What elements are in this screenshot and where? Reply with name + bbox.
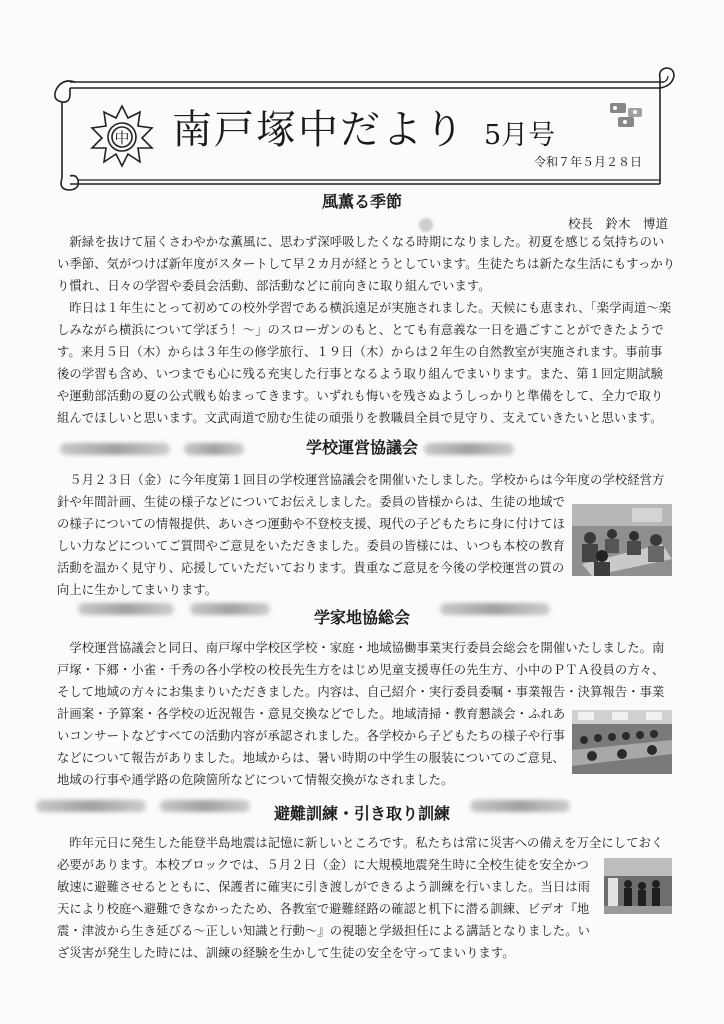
section-heading-greeting: 風薫る季節 [321,192,402,211]
cherry-blossom-icon [606,100,652,132]
paragraph-line: 必要があります。本校ブロックでは、５月２日（金）に大規模地震発生時に全校生徒を安全かつ [57,858,589,872]
community-meeting-photo [572,710,672,774]
issue-label: 5月号 [484,120,556,151]
paragraph-line: 活動を温かく見守り、応援していただいております。貴重なご意見を今後の学校運営の質の [57,561,565,575]
paragraph-line: いコンサートなどすべての活動内容が承認されました。各学校から子どもたちの様子や行事 [57,729,566,743]
paragraph-line: そして地域の方々にお集まりいただきました。内容は、自己紹介・実行委員委嘱・事業報告・決算報告・事業 [57,685,665,699]
paragraph-line: 学校運営協議会と同日、南戸塚中学校区学校・家庭・地域協働事業実行委員会総会を開催いたしました。南 [57,641,665,655]
author-line: 校長 鈴木 博道 [568,216,669,231]
paragraph-line: 昨日は１年生にとって初めての校外学習である横浜遠足が実施されました。天候にも恵まれ、「楽学両道～楽 [57,301,672,315]
paragraph-line: 地域の行事や通学路の危険箇所などについて情報交換がなされました。 [57,773,454,787]
paragraph-line: 震・津波から生き延びる～正しい知識と行動～』の視聴と学級担任による講話となりました。い [57,924,591,938]
paragraph-line: や運動部活動の夏の公式戦も始まってきます。いずれも悔いを残さぬようしっかりと準備をして、全力で取り [57,389,664,403]
issue-date: 令和７年５月２８日 [534,155,643,169]
paragraph-line: などについて報告がありました。地域からは、暑い時期の中学生の服装についてのご意見、 [57,751,565,765]
school-emblem-icon [88,102,156,170]
paragraph-line: ざ災害が発生した時には、訓練の経験を生かして生徒の安全を守ってまいります。 [57,946,515,960]
paragraph-line: 後の学習も含め、いつまでも心に残る充実した行事となるよう取り組んでまいります。また、第１回定期試験 [57,367,663,381]
paragraph-line: り慣れ、日々の学習や委員会活動、部活動などに前向きに取り組んでいます。 [57,279,491,293]
paragraph-line: 天により校庭へ避難できなかったため、各教室で避難経路の確認と机下に潜る訓練、ビデオ『地 [57,902,590,916]
evacuation-drill-photo [604,858,672,914]
paragraph-line: しみながら横浜について学ぼう！～」のスローガンのもと、とても有意義な一日を過ごすことができたようで [57,323,664,337]
section-heading-drill: 避難訓練・引き取り訓練 [273,804,450,823]
paragraph-line: 敏速に避難させるとともに、保護者に確実に引き渡しができるよう訓練を行いました。当日は雨 [57,880,591,894]
paragraph-line: 昨年元日に発生した能登半島地震は記憶に新しいところです。私たちは常に災害への備えを万全にしておく [57,836,664,850]
paragraph-line: い季節、気がつけば新年度がスタートして早２カ月が経とうとしています。生徒たちは新たな生活にもすっかり [57,257,676,271]
paragraph-line: しい力などについてご質問やご意見をいただきました。委員の皆様には、いつも本校の教育 [57,539,566,553]
smudge-mark [419,218,433,232]
paragraph-line: 組んでほしいと思います。文武両道で励む生徒の頑張りを教職員全員で見守り、支えていきたいと思います。 [57,411,663,425]
council-meeting-photo [572,504,672,576]
paragraph-line: 戸塚・下郷・小雀・千秀の各小学校の校長先生方をはじめ児童支援専任の先生方、小中のＰＴＡ役員の方々、 [57,663,665,677]
paragraph-line: す。来月５日（木）からは３年生の修学旅行、１９日（木）からは２年生の自然教室が実施されます。事前事 [57,345,663,359]
paragraph-line: の様子についての情報提供、あいさつ運動や不登校支援、現代の子どもたちに身に付けてほ [57,517,566,531]
paragraph-line: 針や年間計画、生徒の様子などについてお伝えしました。委員の皆様からは、生徒の地域で [57,495,566,509]
section-heading-council: 学校運営協議会 [305,438,418,457]
paragraph-line: ５月２３日（金）に今年度第１回目の学校運営協議会を開催いたしました。学校からは今年度の学校経営方 [57,473,665,487]
paragraph-line: 新緑を抜けて届くさわやかな薫風に、思わず深呼吸したくなる時期になりました。初夏を感じる気持ちのい [57,235,665,249]
paragraph-line: 向上に生かしてまいります。 [57,583,218,597]
svg-text:中: 中 [114,129,130,147]
paragraph-line: 計画案・予算案・各学校の近況報告・意見交換などでした。地域清掃・教育懇談会・ふれあ [57,707,566,721]
newsletter-title: 南戸塚中だより [172,107,466,153]
section-heading-community: 学家地協総会 [313,608,410,627]
